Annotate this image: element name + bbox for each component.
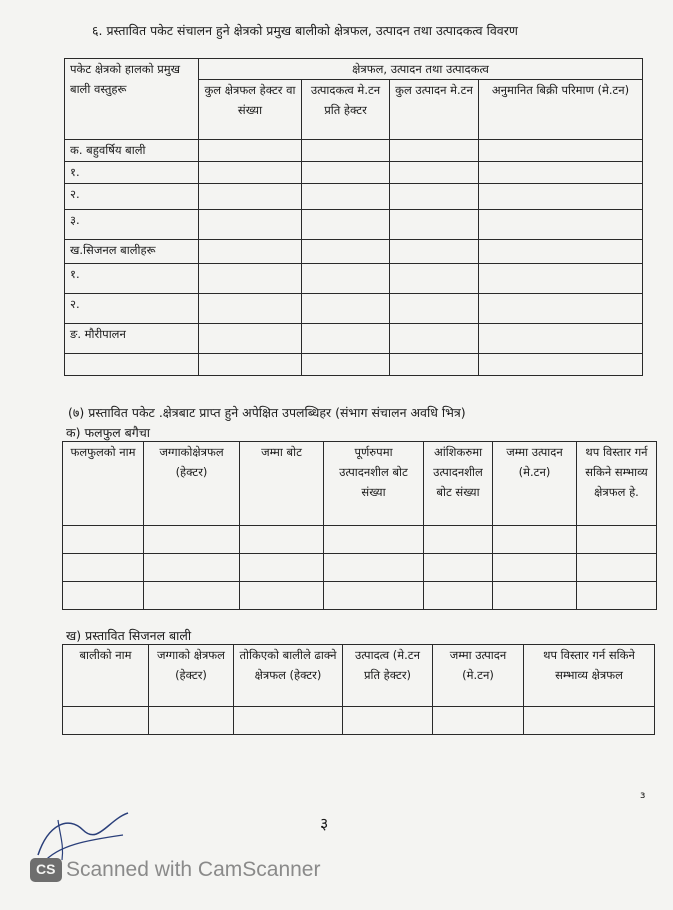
camscanner-logo: CS — [30, 858, 62, 882]
col-header: उत्पादत्व (मे.टन प्रति हेक्टर) — [343, 645, 433, 707]
col-header: आंशिकरुमा उत्पादनशील बोट संख्या — [424, 442, 493, 526]
row-label: २. — [65, 184, 199, 210]
col-header: फलफुलको नाम — [63, 442, 144, 526]
table-row — [63, 707, 655, 735]
col-header: पूर्णरुपमा उत्पादनशील बोट संख्या — [324, 442, 424, 526]
seasonal-crop-table — [62, 644, 655, 735]
table-row — [63, 554, 657, 582]
row-label: १. — [65, 264, 199, 294]
table-row — [65, 324, 643, 354]
row-label: ङ. मौरीपालन — [65, 324, 199, 354]
col-header: बालीको नाम — [63, 645, 149, 707]
col-header: थप विस्तार गर्न सकिने सम्भाव्य क्षेत्रफल हे. — [577, 442, 657, 526]
section6-title: ६. प्रस्तावित पकेट संचालन हुने क्षेत्रको प्रमुख बालीको क्षेत्रफल, उत्पादन तथा उत्पादकत्व विवरण — [92, 23, 518, 38]
row-label: १. — [65, 162, 199, 184]
row-label — [65, 354, 199, 376]
col-header: थप विस्तार गर्न सकिने सम्भाव्य क्षेत्रफल — [524, 645, 655, 707]
orchard-subheading: क) फलफुल बगैचा — [66, 425, 150, 440]
crop-area-table — [64, 58, 643, 376]
row-label: ३. — [65, 210, 199, 240]
orchard-table — [62, 441, 657, 610]
col-header: जग्गाकोक्षेत्रफल (हेक्टर) — [144, 442, 240, 526]
col-header: जम्मा बोट — [240, 442, 324, 526]
table-row — [65, 264, 643, 294]
row-label: क. बहुवर्षिय बाली — [65, 140, 199, 162]
table-row — [65, 184, 643, 210]
table-row — [65, 140, 643, 162]
seasonal-subheading: ख) प्रस्तावित सिजनल बाली — [66, 628, 192, 643]
page-number: ३ — [320, 814, 329, 833]
col-header: उत्पादकत्व मे.टन प्रति हेक्टर — [302, 80, 390, 140]
col-header: कुल उत्पादन मे.टन — [390, 80, 479, 140]
col-header: कुल क्षेत्रफल हेक्टर वा संख्या — [199, 80, 302, 140]
table-row — [65, 354, 643, 376]
table-row — [65, 162, 643, 184]
crop-col-header: पकेट क्षेत्रको हालको प्रमुख बाली वस्तुहरू — [65, 59, 199, 140]
table-row — [65, 240, 643, 264]
corner-mark: ɜ — [640, 790, 646, 801]
table-row — [63, 582, 657, 610]
camscanner-watermark: Scanned with CamScanner — [66, 858, 321, 881]
col-header: जम्मा उत्पादन (मे.टन) — [433, 645, 524, 707]
table-row — [63, 526, 657, 554]
table-row — [65, 294, 643, 324]
col-header: जग्गाको क्षेत्रफल (हेक्टर) — [149, 645, 234, 707]
table-row — [65, 210, 643, 240]
col-header: अनुमानित बिक्री परिमाण (मे.टन) — [479, 80, 643, 140]
col-header: तोकिएको बालीले ढाक्ने क्षेत्रफल (हेक्टर) — [234, 645, 343, 707]
col-header: जम्मा उत्पादन (मे.टन) — [493, 442, 577, 526]
row-label: २. — [65, 294, 199, 324]
row-label: ख.सिजनल बालीहरू — [65, 240, 199, 264]
section7-title: (७) प्रस्तावित पकेट .क्षेत्रबाट प्राप्त हुने अपेक्षित उपलब्धिहर (संभाग संचालन अवधि भित्र) — [68, 405, 466, 420]
group-header: क्षेत्रफल, उत्पादन तथा उत्पादकत्व — [199, 59, 643, 80]
